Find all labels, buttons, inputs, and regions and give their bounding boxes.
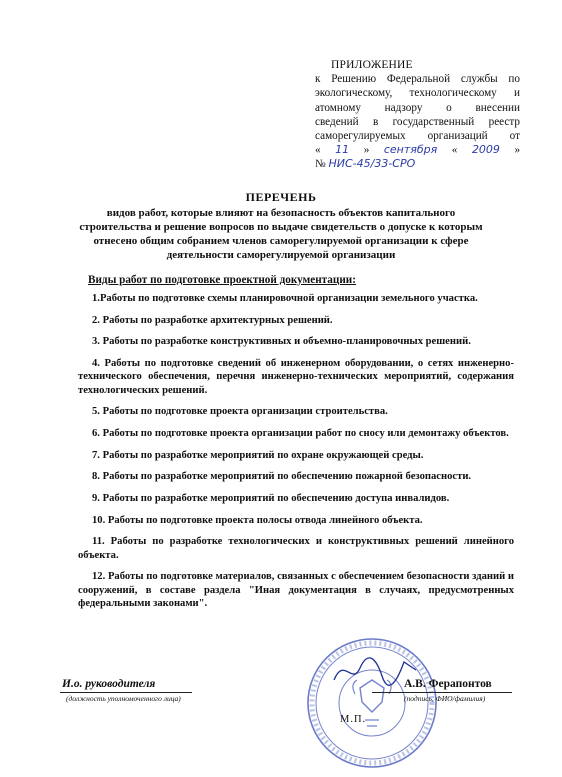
list-item: 11. Работы по разработке технологических и конструктивных решений линейного объекта. (78, 536, 514, 561)
appendix-line: экологическому, технологическому и (315, 87, 520, 100)
appendix-line: саморегулируемых организаций от (315, 130, 520, 143)
number-label: № (315, 158, 326, 171)
date-quote: « (451, 144, 458, 157)
list-item: 12. Работы по подготовке материалов, связанных с обеспечением безопасности зданий и сооружений, в составе раздела "Иная документация в случаях, предусмотренных федеральными законами". (78, 571, 514, 609)
list-item: 2. Работы по разработке архитектурных решений. (92, 314, 333, 326)
list-item: 3. Работы по разработке конструктивных и объемно-планировочных решений. (92, 336, 471, 348)
list-item: 1.Работы по подготовке схемы планировочной организации земельного участка. (92, 293, 478, 304)
list-item: 5. Работы по подготовке проекта организации строительства. (92, 406, 388, 418)
name-caption: (подпись, ФИО/фамилия) (404, 694, 486, 703)
number-value: НИС-45/33-СРО (328, 157, 416, 171)
signatory-position: И.о. руководителя (62, 678, 156, 690)
signatory-name: А.В. Ферапонтов (404, 678, 492, 690)
date-quote: « (315, 144, 321, 157)
signature-line-right (372, 692, 512, 693)
date-day: 11 (335, 143, 350, 157)
signature-line-left (60, 692, 192, 693)
list-item: 6. Работы по подготовке проекта организации работ по сносу или демонтажу объектов. (92, 427, 509, 439)
appendix-number (315, 157, 520, 171)
appendix-heading: ПРИЛОЖЕНИЕ (331, 59, 413, 71)
date-year: 2009 (471, 143, 500, 157)
section-heading: Виды работ по подготовке проектной документации: (88, 274, 356, 286)
date-quote: » (363, 144, 370, 157)
subtitle-line: видов работ, которые влияют на безопасность объектов капитального (106, 207, 456, 219)
document-title: ПЕРЕЧЕНЬ (245, 190, 317, 204)
appendix-line: к Решению Федеральной службы по (315, 73, 520, 86)
list-item: 7. Работы по разработке мероприятий по охране окружающей среды. (92, 449, 424, 461)
subtitle-line: деятельности саморегулируемой организации (166, 249, 396, 261)
appendix-line: атомному надзору о внесении (315, 101, 520, 114)
date-quote: » (514, 144, 521, 157)
seal-mark: М.П. (340, 714, 367, 725)
position-caption: (должность уполномоченного лица) (66, 694, 181, 703)
list-item: 4. Работы по подготовке сведений об инженерном оборудовании, о сетях инженерно-технического обеспечения, перечня инженерно-технических мероприятий, содержания технологических решений. (78, 358, 514, 396)
list-item: 10. Работы по подготовке проекта полосы отвода линейного объекта. (92, 514, 423, 526)
subtitle-line: отнесено общим собранием членов саморегулируемой организации к сфере (93, 235, 469, 247)
document-subtitle (0, 206, 562, 262)
appendix-date (315, 143, 520, 157)
list-item: 8. Работы по разработке мероприятий по обеспечению пожарной безопасности. (92, 471, 472, 483)
list-item: 9. Работы по разработке мероприятий по обеспечению доступа инвалидов. (92, 493, 450, 505)
date-month: сентября (383, 143, 438, 157)
work-items-list (78, 292, 514, 618)
subtitle-line: строительства и решение вопросов по выдаче свидетельств о допуске к которым (79, 221, 483, 233)
appendix-block (315, 58, 520, 172)
appendix-line: сведений в государственный реестр (315, 115, 520, 128)
